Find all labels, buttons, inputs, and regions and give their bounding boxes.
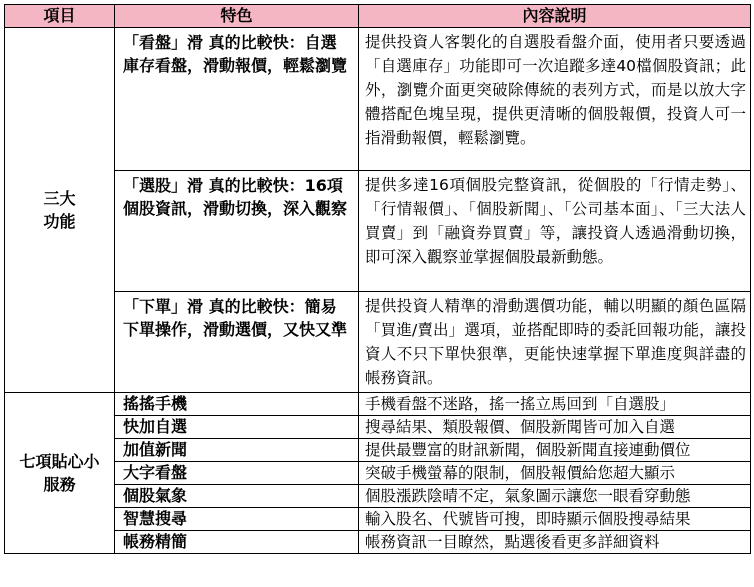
- feature-cell: 「選股」滑 真的比較快：16項個股資訊，滑動切換，深入觀察: [115, 171, 359, 292]
- feature-cell: 「下單」滑 真的比較快：簡易下單操作，滑動選價，又快又準: [115, 292, 359, 393]
- table-row: [5, 393, 751, 416]
- service-description: 帳務資訊一目瞭然，點選後看更多詳細資料: [359, 531, 751, 554]
- service-description: 手機看盤不迷路，搖一搖立馬回到「自選股」: [359, 393, 751, 416]
- description-cell: 提供投資人客製化的自選股看盤介面，使用者只要透過「自選庫存」功能即可一次追蹤多達40檔個股資訊；此外，瀏覽介面更突破除傳統的表列方式，而是以放大字體搭配色塊呈現，提供更清晰的個股報價，投資人可一指滑動報價，輕鬆瀏覽。: [359, 28, 751, 171]
- table-row: [5, 416, 751, 439]
- table-row: [5, 508, 751, 531]
- table-row: [5, 485, 751, 508]
- feature-table: [4, 4, 751, 554]
- header-item: 項目: [5, 5, 115, 28]
- service-description: 提供最豐富的財訊新聞，個股新聞直接連動價位: [359, 439, 751, 462]
- service-name: 加值新聞: [115, 439, 359, 462]
- header-row: [5, 5, 751, 28]
- header-feature: 特色: [115, 5, 359, 28]
- service-name: 大字看盤: [115, 462, 359, 485]
- service-name: 帳務精簡: [115, 531, 359, 554]
- table-row: [5, 171, 751, 292]
- category-three-functions: 三大 功能: [5, 28, 115, 393]
- header-description: 內容說明: [359, 5, 751, 28]
- service-description: 個股漲跌陰晴不定，氣象圖示讓您一眼看穿動態: [359, 485, 751, 508]
- service-description: 輸入股名、代號皆可搜，即時顯示個股搜尋結果: [359, 508, 751, 531]
- description-cell: 提供投資人精準的滑動選價功能，輔以明顯的顏色區隔「買進/賣出」選項，並搭配即時的委託回報功能，讓投資人不只下單快狠準，更能快速掌握下單進度與詳盡的帳務資訊。: [359, 292, 751, 393]
- service-name: 智慧搜尋: [115, 508, 359, 531]
- table-row: [5, 439, 751, 462]
- service-name: 搖搖手機: [115, 393, 359, 416]
- service-description: 搜尋結果、類股報價、個股新聞皆可加入自選: [359, 416, 751, 439]
- category-seven-services: 七項貼心小 服務: [5, 393, 115, 554]
- table-row: [5, 28, 751, 171]
- service-description: 突破手機螢幕的限制，個股報價給您超大顯示: [359, 462, 751, 485]
- service-name: 快加自選: [115, 416, 359, 439]
- service-name: 個股氣象: [115, 485, 359, 508]
- table-row: [5, 531, 751, 554]
- table-row: [5, 462, 751, 485]
- feature-cell: 「看盤」滑 真的比較快：自選庫存看盤，滑動報價，輕鬆瀏覽: [115, 28, 359, 171]
- table-row: [5, 292, 751, 393]
- description-cell: 提供多達16項個股完整資訊，從個股的「行情走勢」、「行情報價」、「個股新聞」、「公司基本面」、「三大法人買賣」到「融資券買賣」等，讓投資人透過滑動切換，即可深入觀察並掌握個股最新動態。: [359, 171, 751, 292]
